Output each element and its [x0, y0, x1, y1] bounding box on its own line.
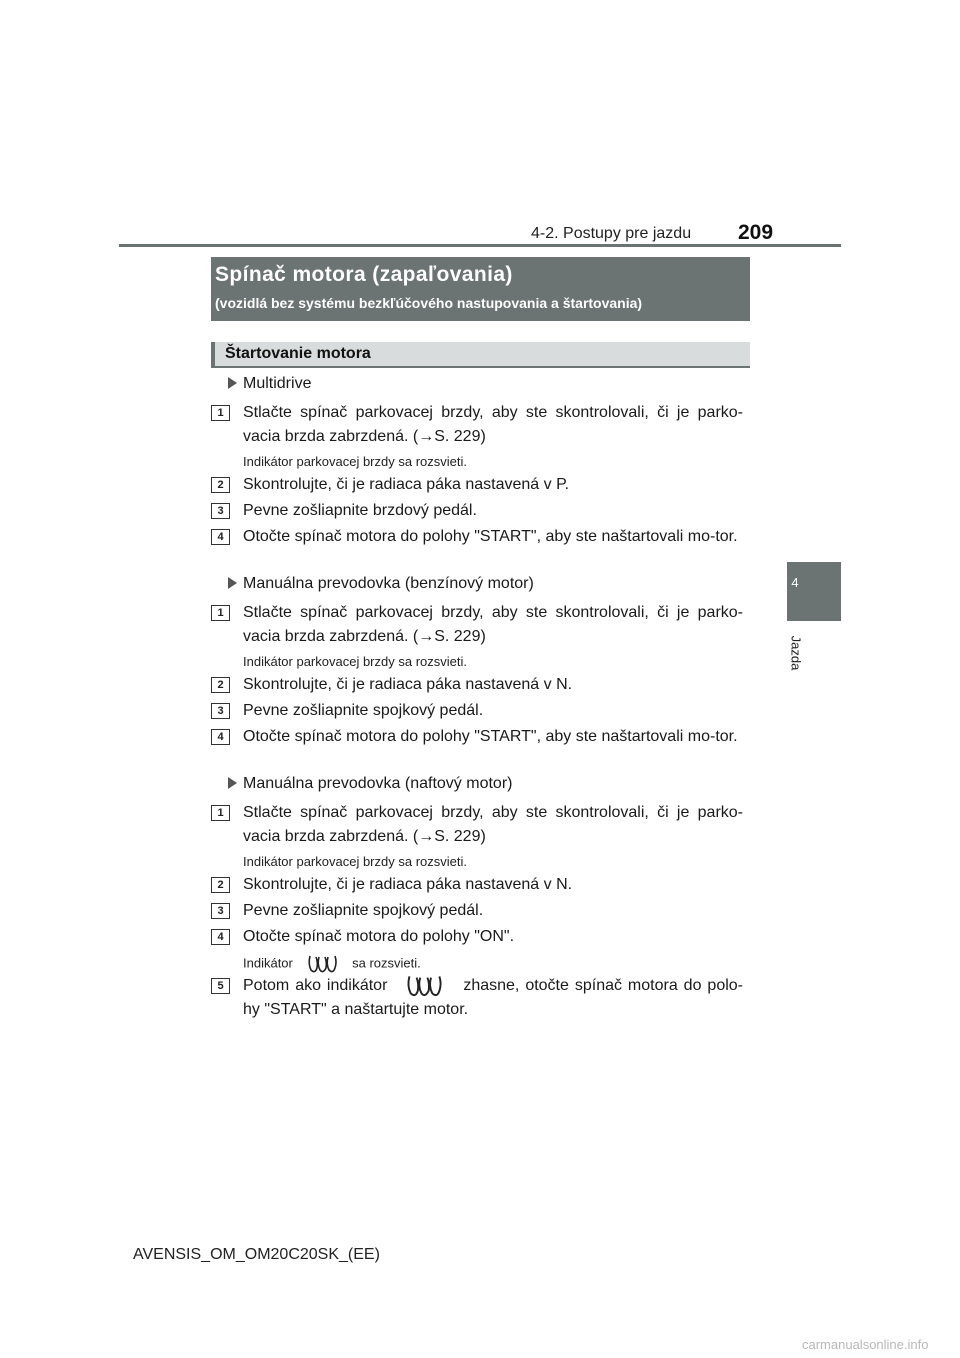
section-header: 4-2. Postupy pre jazdu [531, 225, 692, 242]
step-note: Indikátor parkovacej brzdy sa rozsvieti. [243, 854, 467, 869]
step-text: Stlačte spínač parkovacej brzdy, aby ste skontrolovali, či je parko-vacia brzda zabrzdená. (→S. 229) [243, 804, 743, 845]
step-text: Pevne zošliapnite brzdový pedál. [243, 502, 477, 519]
step-text: Skontrolujte, či je radiaca páka nastavená v N. [243, 676, 573, 693]
step-note: Indikátor sa rozsvieti. [243, 954, 421, 974]
step-number: 4 [211, 529, 230, 545]
step-text: Potom ako indikátor zhasne, otočte spínač motora do polo-hy "START" a naštartujte motor. [243, 974, 743, 1022]
step-text: Otočte spínač motora do polohy "ON". [243, 928, 515, 945]
step-number: 2 [211, 677, 230, 693]
page-subtitle: (vozidlá bez systému bezkľúčového nastupovania a štartovania) [215, 295, 643, 311]
glow-plug-icon [403, 974, 447, 998]
page-number: 209 [738, 221, 774, 244]
title-banner [211, 257, 750, 321]
bullet-heading: Multidrive [228, 375, 311, 393]
step-text: Stlačte spínač parkovacej brzdy, aby ste skontrolovali, či je parko-vacia brzda zabrzdená. (→S. 229) [243, 404, 743, 445]
step-number: 1 [211, 805, 230, 821]
header-rule [119, 244, 841, 247]
step-number: 3 [211, 703, 230, 719]
step-text: Otočte spínač motora do polohy "START", aby ste naštartovali mo-tor. [243, 728, 738, 745]
subheading: Štartovanie motora [225, 345, 371, 362]
glow-plug-icon [307, 954, 339, 974]
step-number: 1 [211, 405, 230, 421]
chapter-label: Jazda [788, 635, 804, 671]
step-number: 3 [211, 503, 230, 519]
step-text: Stlačte spínač parkovacej brzdy, aby ste skontrolovali, či je parko-vacia brzda zabrzdená. (→S. 229) [243, 604, 743, 645]
step-number: 1 [211, 605, 230, 621]
subheading-bar [211, 342, 750, 368]
bullet-heading: Manuálna prevodovka (naftový motor) [228, 775, 512, 793]
chapter-tab [787, 562, 841, 621]
page-title: Spínač motora (zapaľovania) [215, 263, 513, 286]
step-number: 4 [211, 929, 230, 945]
step-number: 3 [211, 903, 230, 919]
chapter-number: 4 [791, 575, 799, 590]
step-note: Indikátor parkovacej brzdy sa rozsvieti. [243, 454, 467, 469]
watermark: carmanualsonline.info [802, 1337, 929, 1352]
triangle-icon [228, 777, 237, 789]
triangle-icon [228, 377, 237, 389]
step-text: Skontrolujte, či je radiaca páka nastavená v P. [243, 476, 570, 493]
step-text: Pevne zošliapnite spojkový pedál. [243, 902, 484, 919]
triangle-icon [228, 577, 237, 589]
step-number: 5 [211, 978, 230, 994]
step-number: 2 [211, 877, 230, 893]
step-number: 4 [211, 729, 230, 745]
document-code: AVENSIS_OM_OM20C20SK_(EE) [133, 1246, 380, 1263]
step-number: 2 [211, 477, 230, 493]
step-text: Otočte spínač motora do polohy "START", aby ste naštartovali mo-tor. [243, 528, 738, 545]
step-note: Indikátor parkovacej brzdy sa rozsvieti. [243, 654, 467, 669]
step-text: Pevne zošliapnite spojkový pedál. [243, 702, 484, 719]
bullet-heading: Manuálna prevodovka (benzínový motor) [228, 575, 534, 593]
step-text: Skontrolujte, či je radiaca páka nastavená v N. [243, 876, 573, 893]
